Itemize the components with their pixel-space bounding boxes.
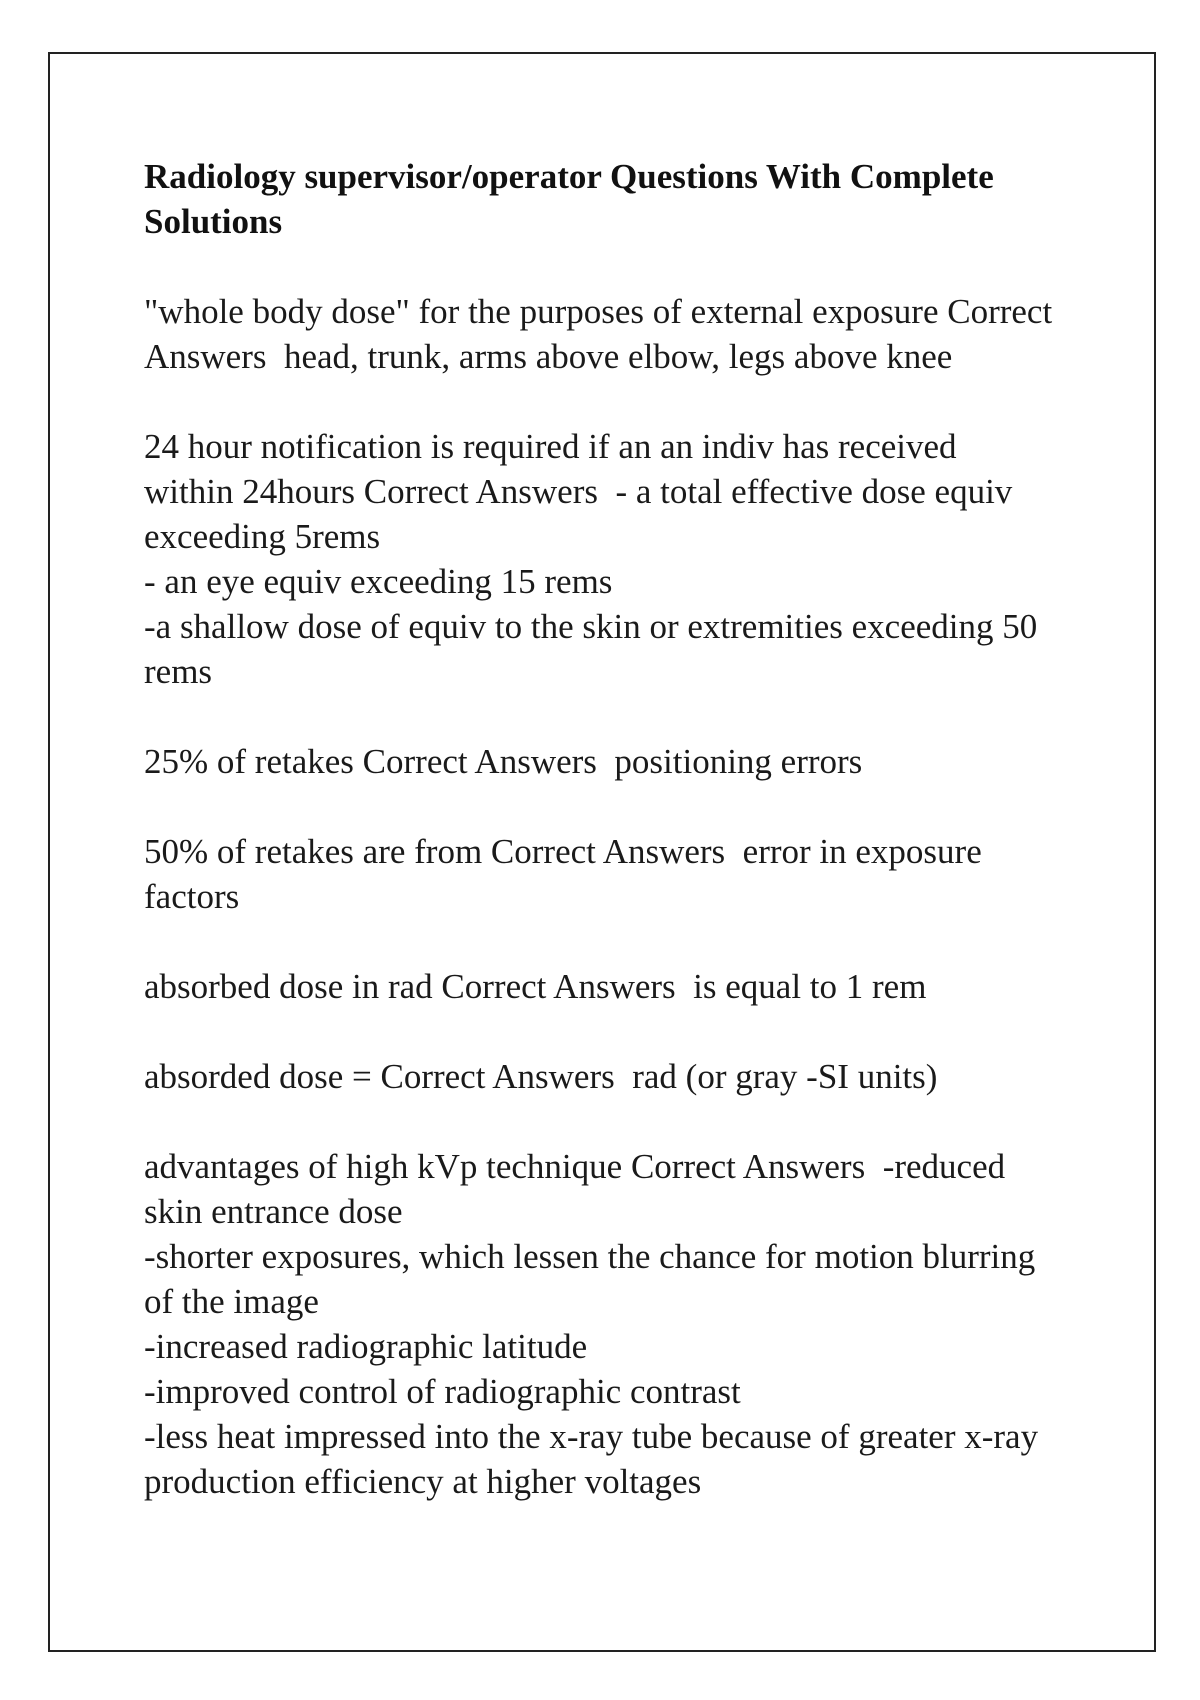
qa-line: of the image: [144, 1282, 319, 1321]
qa-line: rems: [144, 652, 213, 691]
qa-entry-absorbed-dose-rad: [144, 964, 1104, 1009]
document-body: [144, 154, 1104, 1549]
qa-line: - an eye equiv exceeding 15 rems: [144, 562, 613, 601]
qa-entry-24-hour-notification: [144, 424, 1104, 694]
qa-line: absorded dose = Correct Answers rad (or gray -SI units): [144, 1057, 938, 1096]
qa-line: exceeding 5rems: [144, 517, 381, 556]
document-page: [48, 52, 1156, 1652]
document-title: [144, 154, 1104, 244]
qa-line: production efficiency at higher voltages: [144, 1462, 702, 1501]
qa-line: skin entrance dose: [144, 1192, 403, 1231]
qa-entry-50-percent-retakes: [144, 829, 1104, 919]
qa-line: "whole body dose" for the purposes of external exposure Correct: [144, 292, 1053, 331]
qa-line: 25% of retakes Correct Answers positioning errors: [144, 742, 863, 781]
qa-line: -a shallow dose of equiv to the skin or extremities exceeding 50: [144, 607, 1038, 646]
qa-line: absorbed dose in rad Correct Answers is equal to 1 rem: [144, 967, 927, 1006]
qa-line: -increased radiographic latitude: [144, 1327, 588, 1366]
document-title-line: Radiology supervisor/operator Questions With Complete: [144, 157, 994, 196]
qa-line: 24 hour notification is required if an an indiv has received: [144, 427, 957, 466]
qa-line: -shorter exposures, which lessen the chance for motion blurring: [144, 1237, 1036, 1276]
qa-line: factors: [144, 877, 240, 916]
qa-entry-whole-body-dose: [144, 289, 1104, 379]
qa-entry-absorded-dose: [144, 1054, 1104, 1099]
qa-entry-25-percent-retakes: [144, 739, 1104, 784]
qa-line: 50% of retakes are from Correct Answers error in exposure: [144, 832, 982, 871]
qa-line: Answers head, trunk, arms above elbow, legs above knee: [144, 337, 953, 376]
qa-line: -less heat impressed into the x-ray tube because of greater x-ray: [144, 1417, 1039, 1456]
qa-entry-high-kvp-advantages: [144, 1144, 1104, 1504]
qa-line: -improved control of radiographic contrast: [144, 1372, 741, 1411]
qa-line: advantages of high kVp technique Correct Answers -reduced: [144, 1147, 1006, 1186]
document-title-line: Solutions: [144, 202, 283, 241]
qa-line: within 24hours Correct Answers - a total effective dose equiv: [144, 472, 1013, 511]
